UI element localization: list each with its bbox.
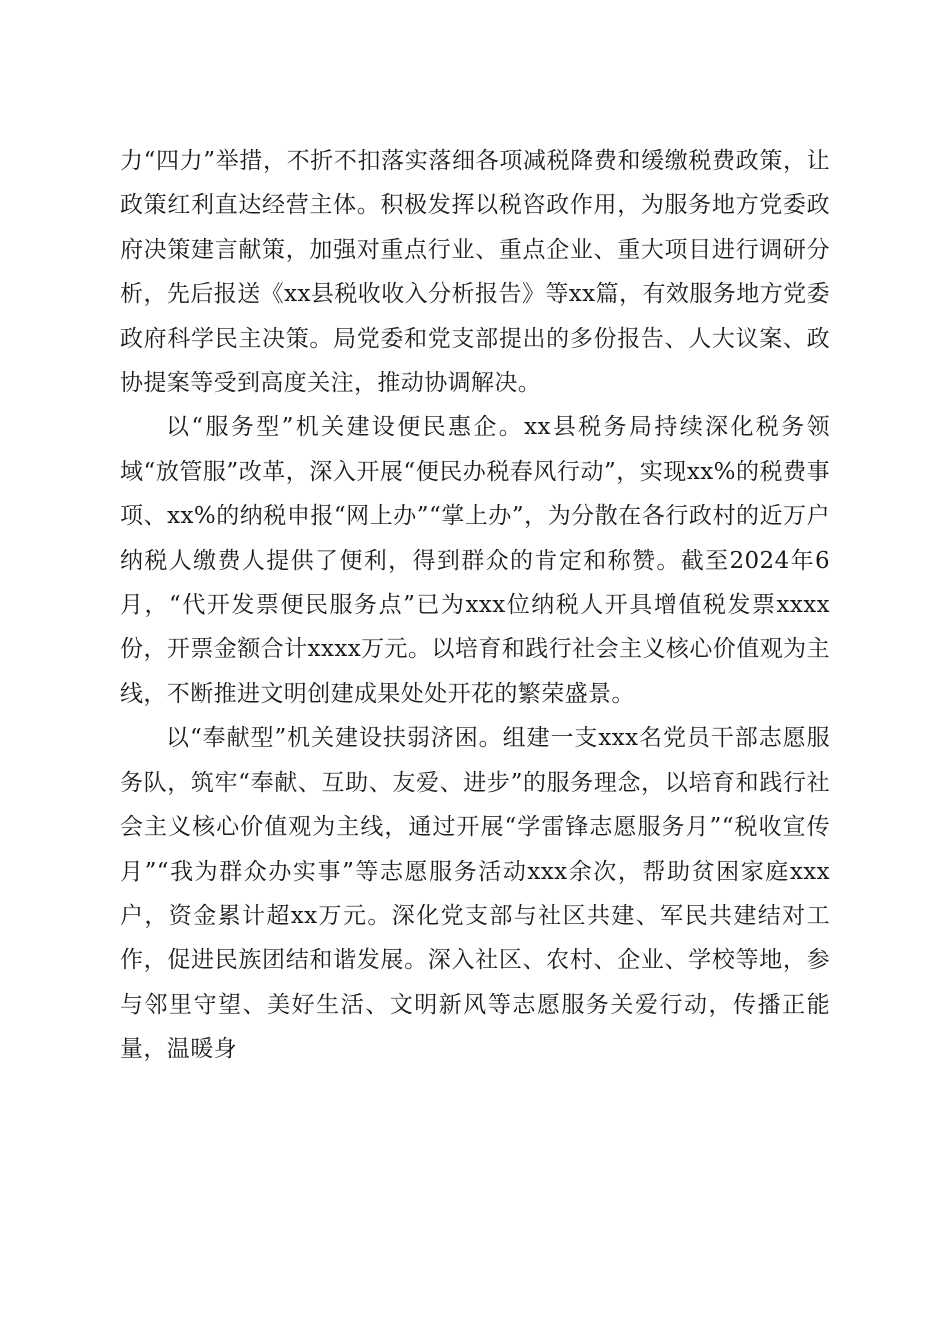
paragraph-continuation: 力“四力”举措，不折不扣落实落细各项减税降费和缓缴税费政策，让政策红利直达经营主体。积极发挥以税咨政作用，为服务地方党委政府决策建言献策，加强对重点行业、重点企业、重大项目进行调研分析，先后报送《xx县税收收入分析报告》等xx篇，有效服务地方党委政府科学民主决策。局党委和党支部提出的多份报告、人大议案、政协提案等受到高度关注，推动协调解决。 xyxy=(120,148,830,397)
document-body xyxy=(120,139,830,1072)
paragraph-service-oriented: 以“服务型”机关建设便民惠企。xx县税务局持续深化税务领域“放管服”改革，深入开展“便民办税春风行动”，实现xx%的税费事项、xx%的纳税申报“网上办”“掌上办”，为分散在各行政村的近万户纳税人缴费人提供了便利，得到群众的肯定和称赞。截至2024年6月，“代开发票便民服务点”已为xxx位纳税人开具增值税发票xxxx份，开票金额合计xxxx万元。以培育和践行社会主义核心价值观为主线，不断推进文明创建成果处处开花的繁荣盛景。 xyxy=(120,414,830,707)
paragraph-dedication-oriented: 以“奉献型”机关建设扶弱济困。组建一支xxx名党员干部志愿服务队，筑牢“奉献、互助、友爱、进步”的服务理念，以培育和践行社会主义核心价值观为主线，通过开展“学雷锋志愿服务月”“税收宣传月”“我为群众办实事”等志愿服务活动xxx余次，帮助贫困家庭xxx户，资金累计超xx万元。深化党支部与社区共建、军民共建结对工作，促进民族团结和谐发展。深入社区、农村、企业、学校等地，参与邻里守望、美好生活、文明新风等志愿服务关爱行动，传播正能量，温暖身 xyxy=(120,725,830,1063)
